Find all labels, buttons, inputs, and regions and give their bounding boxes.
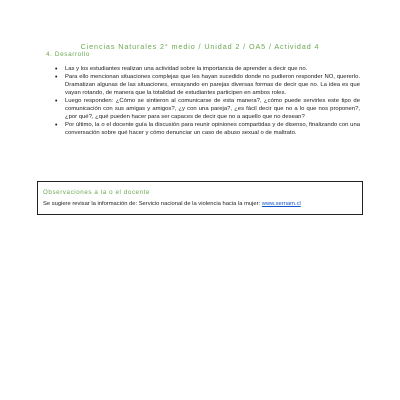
list-item — [55, 122, 360, 138]
bullet-icon: • — [55, 97, 58, 105]
notes-text — [43, 201, 301, 207]
list-item-text: Para ello mencionan situaciones complejas que les hayan sucedido donde no pudieron responder NO, quererlo. Dramatizan algunas de las situaciones, ensayando en parejas diversas formas de decir que no. La idea es que vayan rotando, de manera que la totalidad de estudiantes participen en ambos roles. — [65, 74, 360, 96]
notes-title: Observaciones a la o el docente — [43, 189, 150, 196]
list-item-text: Las y los estudiantes realizan una actividad sobre la importancia de aprender a decir que no. — [65, 66, 308, 72]
list-item — [55, 74, 360, 97]
page-title: Ciencias Naturales 2° medio / Unidad 2 / OA5 / Actividad 4 — [80, 42, 320, 51]
list-item-text: Por último, la o el docente guía la discusión para reunir opiniones compartidas y de disenso, finalizando con una conversación sobre qué hacer y cómo denunciar un caso de abuso sexual o de maltrato. — [65, 121, 360, 136]
bullet-icon: • — [55, 121, 58, 129]
list-item — [55, 66, 360, 74]
activity-list — [55, 66, 360, 138]
list-item — [55, 98, 360, 121]
bullet-icon: • — [55, 74, 58, 82]
sernam-link[interactable]: www.sernam.cl — [261, 201, 301, 207]
teacher-notes-box — [37, 181, 363, 215]
list-item-text: Luego responden: ¿Cómo se sintieron al comunicarse de esta manera?, ¿cómo puede servirles este tipo de comunicación con sus amigas y amigos?, ¿y con una pareja?, ¿es fácil decir que no a lo que nos proponen?, ¿por qué?, ¿qué pueden hacer para ser capaces de decir que no a aquello que no desean? — [65, 97, 360, 120]
bullet-icon: • — [55, 66, 58, 73]
section-heading: 4. Desarrollo — [46, 51, 91, 58]
notes-body: Se sugiere revisar la información de: Servicio nacional de la violencia hacia la mujer: — [43, 201, 261, 207]
